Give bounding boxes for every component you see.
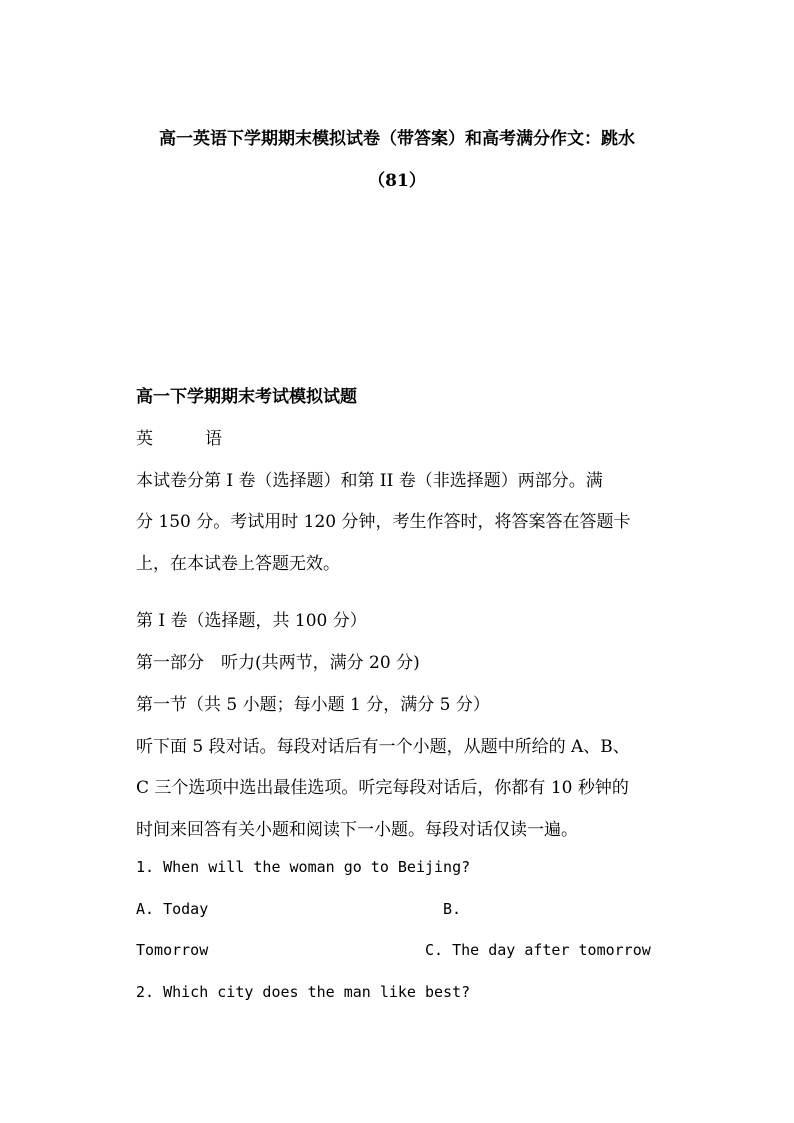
q1-option-a: A. Today bbox=[136, 900, 209, 918]
q1-option-b-letter: B. bbox=[443, 900, 462, 918]
subject-label bbox=[136, 424, 222, 449]
instruction-line-1: 听下面 5 段对话。每段对话后有一个小题，从题中所给的 A、B、 bbox=[136, 737, 630, 757]
subject-char-1: 英 bbox=[136, 429, 153, 449]
intro-line-1: 本试卷分第 I 卷（选择题）和第 II 卷（非选择题）两部分。满 bbox=[136, 471, 603, 491]
question-1: 1. When will the woman go to Beijing? bbox=[136, 858, 471, 876]
part1-section: 第一部分 听力(共两节，满分 20 分) bbox=[136, 653, 420, 673]
intro-line-3: 上，在本试卷上答题无效。 bbox=[136, 554, 340, 574]
part1-heading: 第 I 卷（选择题，共 100 分） bbox=[136, 611, 367, 631]
instruction-line-2: C 三个选项中选出最佳选项。听完每段对话后，你都有 10 秒钟的 bbox=[136, 778, 629, 798]
q1-option-b-text: Tomorrow bbox=[136, 941, 209, 959]
document-title-number: （81） bbox=[368, 171, 426, 191]
instruction-line-3: 时间来回答有关小题和阅读下一小题。每段对话仅读一遍。 bbox=[136, 820, 578, 840]
document-title: 高一英语下学期期末模拟试卷（带答案）和高考满分作文：跳水 bbox=[159, 129, 635, 149]
intro-line-2: 分 150 分。考试用时 120 分钟，考生作答时，将答案答在答题卡 bbox=[136, 512, 631, 532]
subject-char-2: 语 bbox=[205, 429, 222, 449]
section1-heading: 第一节（共 5 小题；每小题 1 分，满分 5 分） bbox=[136, 695, 490, 715]
section-heading: 高一下学期期末考试模拟试题 bbox=[136, 387, 357, 407]
question-2: 2. Which city does the man like best? bbox=[136, 983, 471, 1001]
q1-option-c: C. The day after tomorrow bbox=[425, 941, 651, 959]
